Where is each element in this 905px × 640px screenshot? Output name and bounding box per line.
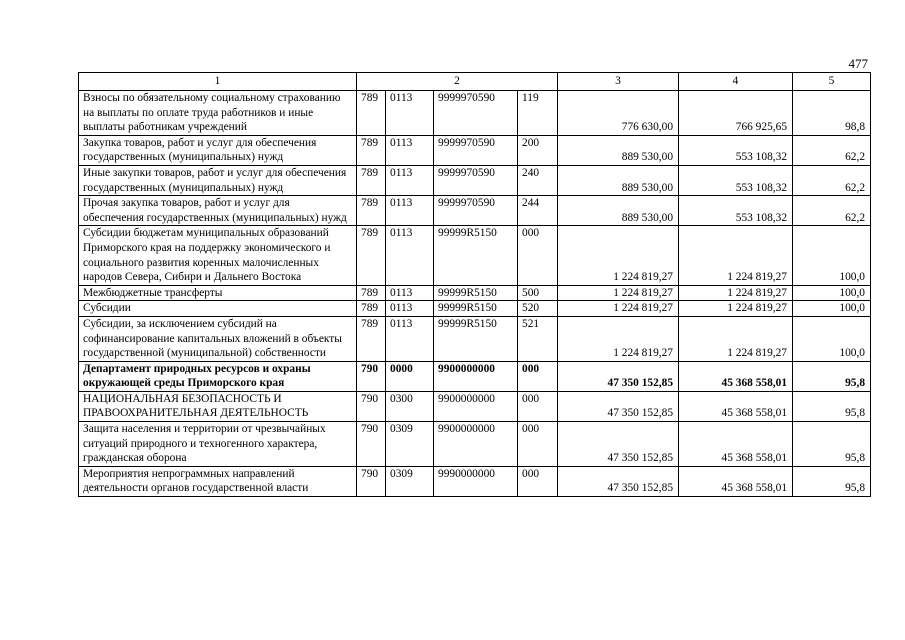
budget-table [78,72,871,497]
row-fact-amount: 45 368 558,01 [679,391,793,421]
row-fact-amount: 45 368 558,01 [679,422,793,467]
row-type-code: 000 [518,391,558,421]
row-type-code: 000 [518,466,558,496]
row-plan-amount: 47 350 152,85 [558,391,679,421]
row-plan-amount: 776 630,00 [558,91,679,136]
row-target-code: 99999R5150 [434,316,518,361]
row-percent: 62,2 [793,196,871,226]
row-fact-amount: 553 108,32 [679,196,793,226]
row-admin-code: 789 [357,91,386,136]
row-admin-code: 790 [357,391,386,421]
table-row [79,196,871,226]
row-name: Закупка товаров, работ и услуг для обеспечения государственных (муниципальных) нужд [79,135,357,165]
header-col-4: 4 [679,73,793,91]
row-fact-amount: 1 224 819,27 [679,301,793,317]
row-target-code: 9999970590 [434,196,518,226]
row-fact-amount: 1 224 819,27 [679,285,793,301]
row-admin-code: 790 [357,466,386,496]
row-section-code: 0113 [386,91,434,136]
row-target-code: 9900000000 [434,422,518,467]
row-target-code: 99999R5150 [434,285,518,301]
row-percent: 100,0 [793,301,871,317]
table-row [79,422,871,467]
row-name: Субсидии, за исключением субсидий на софинансирование капитальных вложений в объекты государственной (муниципальной) собственности [79,316,357,361]
row-section-code: 0309 [386,466,434,496]
header-col-5: 5 [793,73,871,91]
row-type-code: 244 [518,196,558,226]
row-name: Субсидии [79,301,357,317]
row-plan-amount: 889 530,00 [558,196,679,226]
row-name: Защита населения и территории от чрезвычайных ситуаций природного и техногенного характера, гражданская оборона [79,422,357,467]
row-percent: 95,8 [793,422,871,467]
row-percent: 100,0 [793,285,871,301]
row-target-code: 9999970590 [434,135,518,165]
table-row [79,135,871,165]
row-type-code: 000 [518,361,558,391]
row-name: Департамент природных ресурсов и охраны окружающей среды Приморского края [79,361,357,391]
row-target-code: 99999R5150 [434,301,518,317]
table-row [79,391,871,421]
row-name: Межбюджетные трансферты [79,285,357,301]
row-name: Прочая закупка товаров, работ и услуг для обеспечения государственных (муниципальных) нужд [79,196,357,226]
table-row [79,301,871,317]
table-body [79,91,871,497]
table-row [79,361,871,391]
page-number: 477 [848,56,868,71]
row-section-code: 0309 [386,422,434,467]
row-plan-amount: 889 530,00 [558,135,679,165]
row-type-code: 520 [518,301,558,317]
row-percent: 100,0 [793,226,871,285]
row-plan-amount: 47 350 152,85 [558,361,679,391]
row-name: Субсидии бюджетам муниципальных образований Приморского края на поддержку экономического и социального развития коренных малочисленных народов Севера, Сибири и Дальнего Востока [79,226,357,285]
row-fact-amount: 1 224 819,27 [679,316,793,361]
row-fact-amount: 553 108,32 [679,135,793,165]
row-admin-code: 789 [357,165,386,195]
row-admin-code: 789 [357,226,386,285]
row-fact-amount: 1 224 819,27 [679,226,793,285]
row-name: Иные закупки товаров, работ и услуг для обеспечения государственных (муниципальных) нужд [79,165,357,195]
row-plan-amount: 47 350 152,85 [558,466,679,496]
row-target-code: 9990000000 [434,466,518,496]
table-row [79,226,871,285]
row-name: Мероприятия непрограммных направлений деятельности органов государственной власти [79,466,357,496]
row-plan-amount: 1 224 819,27 [558,316,679,361]
row-section-code: 0113 [386,226,434,285]
row-type-code: 000 [518,226,558,285]
row-section-code: 0113 [386,316,434,361]
row-section-code: 0113 [386,285,434,301]
row-section-code: 0113 [386,301,434,317]
row-target-code: 9999970590 [434,165,518,195]
row-percent: 62,2 [793,165,871,195]
row-name: Взносы по обязательному социальному страхованию на выплаты по оплате труда работников и иные выплаты работникам учреждений [79,91,357,136]
row-name: НАЦИОНАЛЬНАЯ БЕЗОПАСНОСТЬ И ПРАВООХРАНИТЕЛЬНАЯ ДЕЯТЕЛЬНОСТЬ [79,391,357,421]
row-plan-amount: 1 224 819,27 [558,301,679,317]
row-fact-amount: 45 368 558,01 [679,361,793,391]
row-admin-code: 790 [357,422,386,467]
table-row [79,285,871,301]
row-fact-amount: 553 108,32 [679,165,793,195]
header-col-3: 3 [558,73,679,91]
row-section-code: 0000 [386,361,434,391]
row-fact-amount: 766 925,65 [679,91,793,136]
row-percent: 98,8 [793,91,871,136]
row-target-code: 99999R5150 [434,226,518,285]
row-type-code: 200 [518,135,558,165]
row-percent: 62,2 [793,135,871,165]
row-type-code: 000 [518,422,558,467]
row-percent: 95,8 [793,466,871,496]
header-col-1: 1 [79,73,357,91]
row-type-code: 119 [518,91,558,136]
row-percent: 95,8 [793,361,871,391]
row-fact-amount: 45 368 558,01 [679,466,793,496]
row-admin-code: 789 [357,196,386,226]
row-target-code: 9999970590 [434,91,518,136]
row-section-code: 0113 [386,135,434,165]
row-admin-code: 789 [357,285,386,301]
row-target-code: 9900000000 [434,391,518,421]
row-type-code: 521 [518,316,558,361]
row-admin-code: 789 [357,135,386,165]
row-admin-code: 789 [357,301,386,317]
row-section-code: 0300 [386,391,434,421]
row-percent: 100,0 [793,316,871,361]
table-row [79,91,871,136]
row-target-code: 9900000000 [434,361,518,391]
header-col-2: 2 [357,73,558,91]
row-section-code: 0113 [386,165,434,195]
row-type-code: 500 [518,285,558,301]
table-row [79,466,871,496]
row-admin-code: 789 [357,316,386,361]
row-type-code: 240 [518,165,558,195]
table-header-row [79,73,871,91]
table-row [79,316,871,361]
row-admin-code: 790 [357,361,386,391]
row-plan-amount: 1 224 819,27 [558,226,679,285]
row-plan-amount: 1 224 819,27 [558,285,679,301]
table-row [79,165,871,195]
row-plan-amount: 47 350 152,85 [558,422,679,467]
row-plan-amount: 889 530,00 [558,165,679,195]
row-section-code: 0113 [386,196,434,226]
row-percent: 95,8 [793,391,871,421]
